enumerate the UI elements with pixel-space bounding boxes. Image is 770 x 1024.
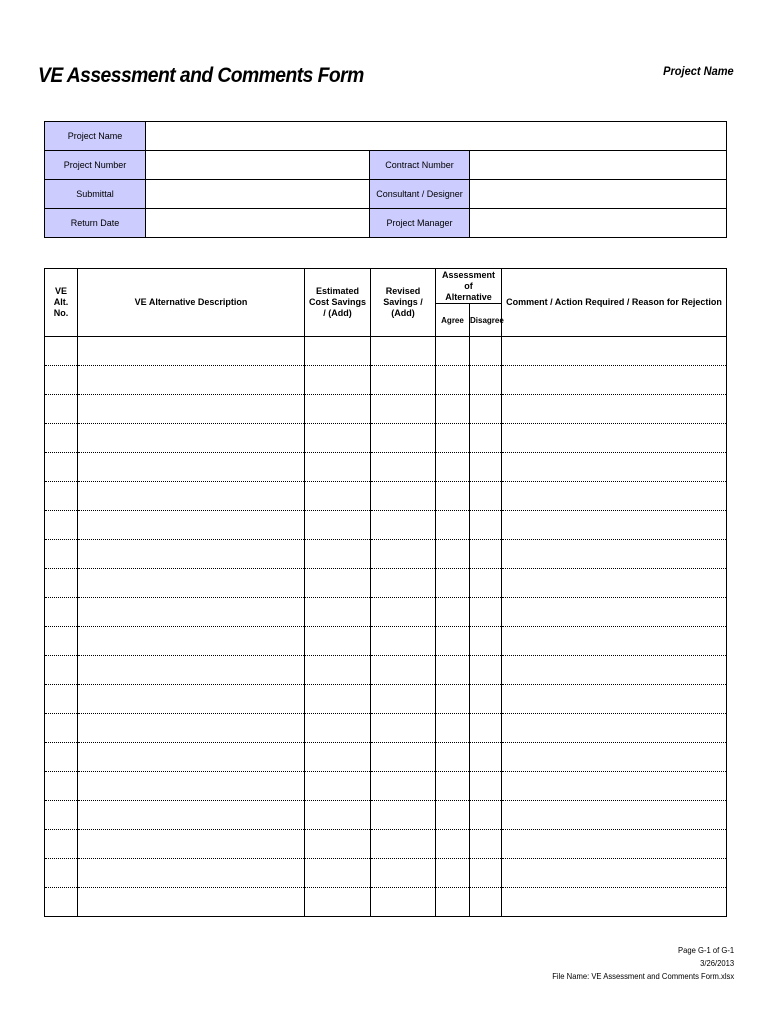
agree-cell[interactable]	[436, 598, 470, 627]
project-name-label: Project Name	[45, 122, 146, 151]
agree-cell[interactable]	[436, 511, 470, 540]
agree-cell[interactable]	[436, 482, 470, 511]
comment-cell[interactable]	[502, 801, 727, 830]
table-row	[45, 888, 727, 917]
agree-cell[interactable]	[436, 743, 470, 772]
comment-cell[interactable]	[502, 627, 727, 656]
table-row	[45, 424, 727, 453]
agree-cell[interactable]	[436, 395, 470, 424]
revised-savings-cell[interactable]	[371, 511, 436, 540]
description-cell[interactable]	[78, 540, 305, 569]
footer-date: 3/26/2013	[699, 958, 734, 968]
comment-cell[interactable]	[502, 482, 727, 511]
disagree-header: Disagree	[470, 304, 502, 337]
project-number-label: Project Number	[45, 151, 146, 180]
ve-alternatives-body	[45, 337, 727, 917]
estimated-savings-cell[interactable]	[305, 511, 371, 540]
revised-savings-cell[interactable]	[371, 714, 436, 743]
revised-savings-cell[interactable]	[371, 772, 436, 801]
agree-cell[interactable]	[436, 888, 470, 917]
revised-savings-cell[interactable]	[371, 859, 436, 888]
revised-savings-cell[interactable]	[371, 801, 436, 830]
ve-alt-no-cell[interactable]	[45, 830, 78, 859]
page-footer	[552, 944, 734, 983]
table-row	[45, 482, 727, 511]
agree-header: Agree	[436, 304, 470, 337]
table-row	[45, 598, 727, 627]
agree-cell[interactable]	[436, 714, 470, 743]
comment-cell[interactable]	[502, 337, 727, 366]
submittal-label: Submittal	[45, 180, 146, 209]
description-cell[interactable]	[78, 743, 305, 772]
ve-alt-no-cell[interactable]	[45, 482, 78, 511]
estimated-savings-cell[interactable]	[305, 569, 371, 598]
revised-savings-cell[interactable]	[371, 888, 436, 917]
ve-alt-no-cell[interactable]	[45, 772, 78, 801]
table-row	[45, 772, 727, 801]
submittal-field[interactable]	[146, 180, 370, 209]
disagree-cell[interactable]	[470, 714, 502, 743]
revised-savings-cell[interactable]	[371, 424, 436, 453]
agree-cell[interactable]	[436, 540, 470, 569]
estimated-savings-cell[interactable]	[305, 482, 371, 511]
disagree-cell[interactable]	[470, 511, 502, 540]
project-manager-field[interactable]	[470, 209, 727, 238]
table-row	[45, 801, 727, 830]
file-name: File Name: VE Assessment and Comments Form.xlsx	[552, 971, 734, 981]
ve-alt-no-cell[interactable]	[45, 569, 78, 598]
consultant-designer-field[interactable]	[470, 180, 727, 209]
disagree-cell[interactable]	[470, 859, 502, 888]
estimated-savings-cell[interactable]	[305, 424, 371, 453]
comment-cell[interactable]	[502, 714, 727, 743]
info-row-project-name	[45, 122, 727, 151]
disagree-cell[interactable]	[470, 656, 502, 685]
comment-cell[interactable]	[502, 888, 727, 917]
table-row	[45, 656, 727, 685]
agree-cell[interactable]	[436, 772, 470, 801]
comment-cell[interactable]	[502, 540, 727, 569]
description-cell[interactable]	[78, 424, 305, 453]
agree-cell[interactable]	[436, 337, 470, 366]
contract-number-label: Contract Number	[370, 151, 470, 180]
project-name-header: Project Name	[663, 64, 734, 78]
assessment-header: Assessment of Alternative	[436, 269, 502, 304]
disagree-cell[interactable]	[470, 888, 502, 917]
revised-savings-cell[interactable]	[371, 656, 436, 685]
comment-cell[interactable]	[502, 424, 727, 453]
ve-alternatives-table	[44, 268, 727, 917]
ve-alt-no-cell[interactable]	[45, 627, 78, 656]
agree-cell[interactable]	[436, 830, 470, 859]
table-row	[45, 627, 727, 656]
description-cell[interactable]	[78, 453, 305, 482]
agree-cell[interactable]	[436, 801, 470, 830]
estimated-savings-cell[interactable]	[305, 772, 371, 801]
ve-alt-no-cell[interactable]	[45, 656, 78, 685]
description-cell[interactable]	[78, 598, 305, 627]
revised-savings-cell[interactable]	[371, 395, 436, 424]
estimated-savings-cell[interactable]	[305, 714, 371, 743]
project-manager-label: Project Manager	[370, 209, 470, 238]
estimated-savings-cell[interactable]	[305, 743, 371, 772]
comment-cell[interactable]	[502, 830, 727, 859]
agree-cell[interactable]	[436, 859, 470, 888]
description-cell[interactable]	[78, 772, 305, 801]
revised-savings-cell[interactable]	[371, 830, 436, 859]
disagree-cell[interactable]	[470, 337, 502, 366]
comment-cell[interactable]	[502, 598, 727, 627]
table-row	[45, 366, 727, 395]
return-date-field[interactable]	[146, 209, 370, 238]
ve-alt-no-cell[interactable]	[45, 337, 78, 366]
estimated-savings-cell[interactable]	[305, 685, 371, 714]
estimated-savings-cell[interactable]	[305, 540, 371, 569]
estimated-savings-cell[interactable]	[305, 888, 371, 917]
disagree-cell[interactable]	[470, 743, 502, 772]
revised-savings-cell[interactable]	[371, 482, 436, 511]
estimated-savings-cell[interactable]	[305, 598, 371, 627]
agree-cell[interactable]	[436, 424, 470, 453]
estimated-savings-cell[interactable]	[305, 801, 371, 830]
disagree-cell[interactable]	[470, 366, 502, 395]
description-cell[interactable]	[78, 714, 305, 743]
revised-savings-header: Revised Savings / (Add)	[371, 269, 436, 337]
estimated-savings-cell[interactable]	[305, 395, 371, 424]
comment-header: Comment / Action Required / Reason for Rejection	[502, 269, 727, 337]
ve-alt-no-cell[interactable]	[45, 424, 78, 453]
description-cell[interactable]	[78, 337, 305, 366]
project-number-field[interactable]	[146, 151, 370, 180]
ve-alt-no-cell[interactable]	[45, 743, 78, 772]
description-cell[interactable]	[78, 366, 305, 395]
disagree-cell[interactable]	[470, 801, 502, 830]
revised-savings-cell[interactable]	[371, 685, 436, 714]
description-cell[interactable]	[78, 395, 305, 424]
comment-cell[interactable]	[502, 772, 727, 801]
comment-cell[interactable]	[502, 685, 727, 714]
description-cell[interactable]	[78, 685, 305, 714]
revised-savings-cell[interactable]	[371, 743, 436, 772]
info-row-return-date	[45, 209, 727, 238]
agree-cell[interactable]	[436, 453, 470, 482]
table-row	[45, 395, 727, 424]
disagree-cell[interactable]	[470, 569, 502, 598]
comment-cell[interactable]	[502, 569, 727, 598]
estimated-savings-header: Estimated Cost Savings / (Add)	[305, 269, 371, 337]
ve-alt-no-cell[interactable]	[45, 453, 78, 482]
description-cell[interactable]	[78, 801, 305, 830]
description-cell[interactable]	[78, 482, 305, 511]
ve-alt-no-cell[interactable]	[45, 714, 78, 743]
revised-savings-cell[interactable]	[371, 627, 436, 656]
ve-alt-no-cell[interactable]	[45, 685, 78, 714]
table-row	[45, 685, 727, 714]
revised-savings-cell[interactable]	[371, 453, 436, 482]
disagree-cell[interactable]	[470, 627, 502, 656]
disagree-cell[interactable]	[470, 482, 502, 511]
table-row	[45, 453, 727, 482]
disagree-cell[interactable]	[470, 453, 502, 482]
comment-cell[interactable]	[502, 395, 727, 424]
ve-alt-no-cell[interactable]	[45, 366, 78, 395]
agree-cell[interactable]	[436, 569, 470, 598]
ve-alt-no-cell[interactable]	[45, 395, 78, 424]
info-row-project-number	[45, 151, 727, 180]
disagree-cell[interactable]	[470, 540, 502, 569]
info-row-submittal	[45, 180, 727, 209]
project-name-field[interactable]	[146, 122, 727, 151]
description-cell[interactable]	[78, 830, 305, 859]
description-header: VE Alternative Description	[78, 269, 305, 337]
table-row	[45, 830, 727, 859]
contract-number-field[interactable]	[470, 151, 727, 180]
consultant-designer-label: Consultant / Designer	[370, 180, 470, 209]
estimated-savings-cell[interactable]	[305, 859, 371, 888]
agree-cell[interactable]	[436, 627, 470, 656]
agree-cell[interactable]	[436, 685, 470, 714]
description-cell[interactable]	[78, 656, 305, 685]
project-info-table	[44, 121, 727, 238]
return-date-label: Return Date	[45, 209, 146, 238]
estimated-savings-cell[interactable]	[305, 830, 371, 859]
comment-cell[interactable]	[502, 511, 727, 540]
description-cell[interactable]	[78, 627, 305, 656]
table-row	[45, 859, 727, 888]
ve-alt-no-cell[interactable]	[45, 801, 78, 830]
comment-cell[interactable]	[502, 859, 727, 888]
form-title: VE Assessment and Comments Form	[38, 64, 364, 87]
table-row	[45, 511, 727, 540]
disagree-cell[interactable]	[470, 772, 502, 801]
page-number: Page G-1 of G-1	[677, 945, 734, 955]
comment-cell[interactable]	[502, 656, 727, 685]
estimated-savings-cell[interactable]	[305, 627, 371, 656]
estimated-savings-cell[interactable]	[305, 337, 371, 366]
revised-savings-cell[interactable]	[371, 598, 436, 627]
description-cell[interactable]	[78, 569, 305, 598]
ve-alt-no-cell[interactable]	[45, 540, 78, 569]
table-row	[45, 540, 727, 569]
disagree-cell[interactable]	[470, 830, 502, 859]
disagree-cell[interactable]	[470, 424, 502, 453]
disagree-cell[interactable]	[470, 598, 502, 627]
description-cell[interactable]	[78, 888, 305, 917]
revised-savings-cell[interactable]	[371, 540, 436, 569]
description-cell[interactable]	[78, 859, 305, 888]
disagree-cell[interactable]	[470, 685, 502, 714]
revised-savings-cell[interactable]	[371, 366, 436, 395]
ve-alt-no-header: VE Alt. No.	[45, 269, 78, 337]
table-row	[45, 743, 727, 772]
comment-cell[interactable]	[502, 366, 727, 395]
ve-alt-no-cell[interactable]	[45, 511, 78, 540]
table-row	[45, 337, 727, 366]
estimated-savings-cell[interactable]	[305, 453, 371, 482]
agree-cell[interactable]	[436, 366, 470, 395]
table-row	[45, 569, 727, 598]
comment-cell[interactable]	[502, 453, 727, 482]
comment-cell[interactable]	[502, 743, 727, 772]
disagree-cell[interactable]	[470, 395, 502, 424]
ve-alt-no-cell[interactable]	[45, 598, 78, 627]
ve-alt-no-cell[interactable]	[45, 859, 78, 888]
agree-cell[interactable]	[436, 656, 470, 685]
ve-alt-no-cell[interactable]	[45, 888, 78, 917]
revised-savings-cell[interactable]	[371, 569, 436, 598]
estimated-savings-cell[interactable]	[305, 656, 371, 685]
revised-savings-cell[interactable]	[371, 337, 436, 366]
table-row	[45, 714, 727, 743]
description-cell[interactable]	[78, 511, 305, 540]
estimated-savings-cell[interactable]	[305, 366, 371, 395]
